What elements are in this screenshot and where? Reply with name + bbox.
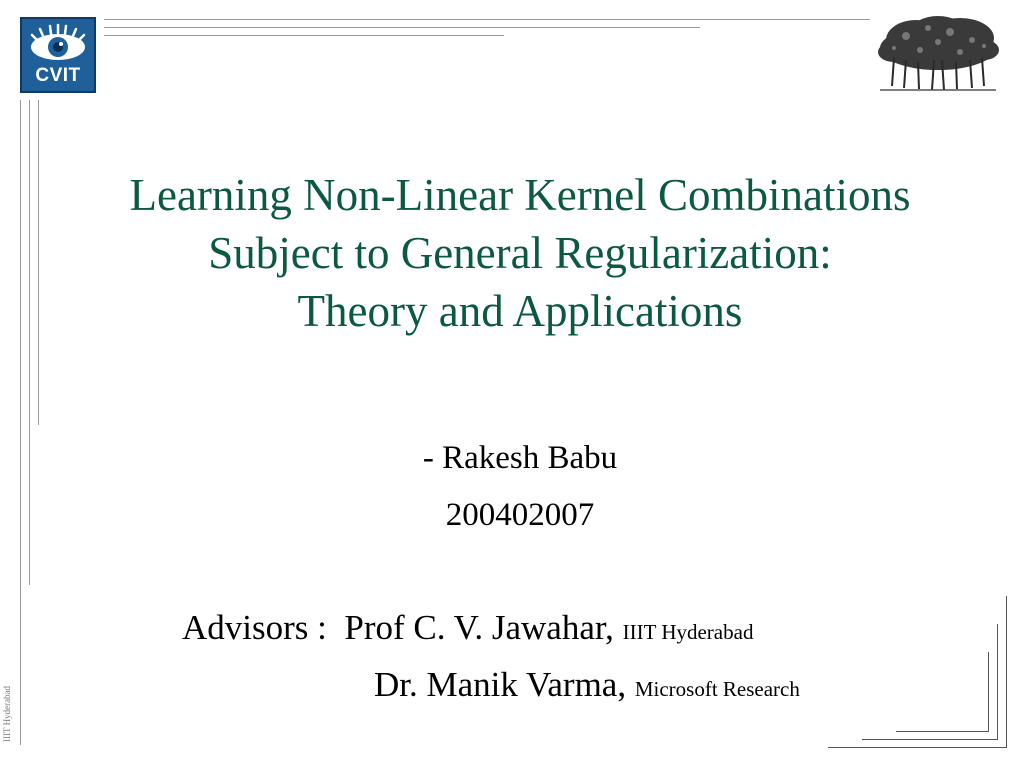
footer-text: IIIT Hyderabad	[2, 685, 12, 742]
eye-icon	[26, 23, 90, 65]
advisor-1-name: Prof C. V. Jawahar,	[344, 608, 614, 647]
advisor-2-name: Dr. Manik Varma,	[374, 665, 627, 704]
top-rule-2	[104, 27, 700, 28]
advisor-1-affiliation: IIIT Hyderabad	[622, 620, 754, 644]
title-line-2: Subject to General Regularization:	[208, 228, 832, 278]
left-rule-1	[20, 100, 21, 745]
right-rule-3	[988, 652, 989, 731]
cvit-logo	[20, 17, 96, 93]
advisor-line-1	[182, 608, 753, 648]
title-line-3: Theory and Applications	[297, 286, 743, 336]
advisor-line-2	[374, 665, 800, 705]
right-rule-2	[997, 624, 998, 739]
left-rule-3	[38, 100, 39, 425]
advisors-label: Advisors :	[182, 608, 327, 647]
bottom-rule-1	[828, 747, 1007, 748]
top-rule-1	[104, 19, 870, 20]
title-line-1: Learning Non-Linear Kernel Combinations	[129, 170, 911, 220]
advisor-2-affiliation: Microsoft Research	[634, 677, 800, 701]
logo-text: CVIT	[35, 65, 81, 86]
bottom-rule-3	[896, 731, 989, 732]
top-rule-3	[104, 35, 504, 36]
banyan-tree-icon	[876, 14, 1000, 94]
bottom-rule-2	[862, 739, 998, 740]
author-name: - Rakesh Babu	[422, 440, 618, 476]
slide-title	[40, 166, 1000, 340]
student-id: 200402007	[445, 497, 595, 533]
right-rule-1	[1006, 596, 1007, 747]
